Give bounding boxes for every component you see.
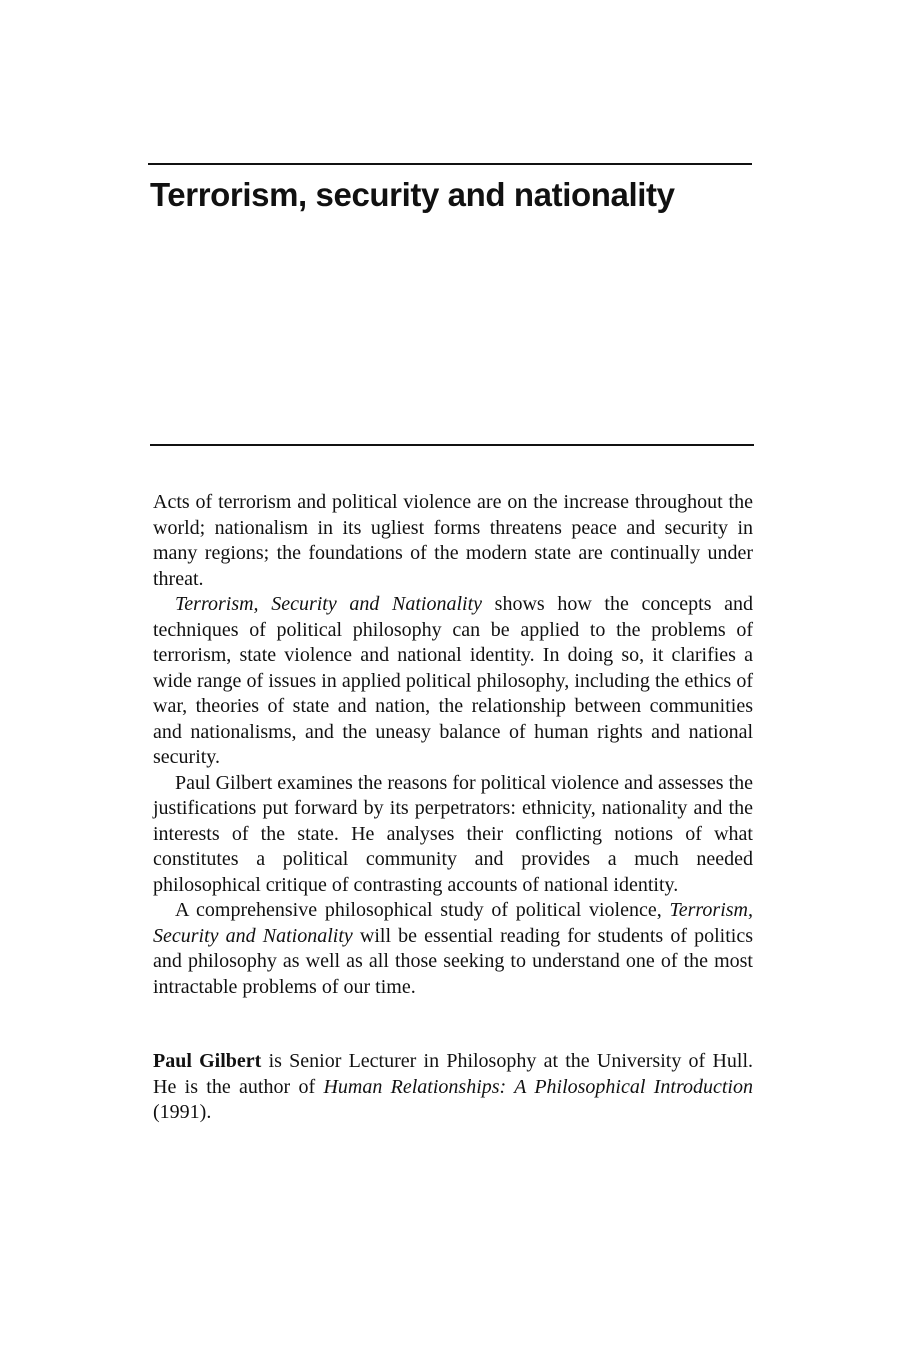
author-bio-text: is Senior Lecturer in Philosophy at the University of Hull. He is the author of — [153, 1050, 754, 1098]
book-title: Terrorism, Security and Nationality — [175, 593, 483, 615]
previous-book-year: (1991). — [153, 1101, 212, 1123]
blurb-paragraph-3: Paul Gilbert examines the reasons for political violence and assesses the justifications put forward by its perpetrators: ethnicity, nationality and the interests of the state. He analyses their conflicting notions of what constitutes a political community and provides a much needed philosophical critique of contrasting accounts of national identity. — [153, 771, 753, 896]
author-name: Paul Gilbert — [153, 1050, 262, 1072]
blurb — [153, 490, 753, 1000]
blurb-paragraph-4-text: will be essential reading for students of politics and philosophy as well as all those seeking to understand one of the most intractable problems of our time. — [153, 924, 753, 998]
bottom-rule — [150, 444, 754, 446]
blurb-paragraph-1: Acts of terrorism and political violence are on the increase throughout the world; nationalism in its ugliest forms threatens peace and security in many regions; the foundations of the modern state are continually under threat. — [153, 491, 753, 590]
blurb-paragraph-2 — [153, 592, 753, 771]
page-title: Terrorism, security and nationality — [150, 176, 675, 213]
author-bio — [153, 1049, 753, 1126]
blurb-paragraph-4-lead: A comprehensive philosophical study of political violence, — [175, 899, 670, 921]
blurb-paragraph-2-text: shows how the concepts and techniques of political philosophy can be applied to the problems of terrorism, state violence and national identity. In doing so, it clarifies a wide range of issues in applied political philosophy, including the ethics of war, theories of state and nation, the relationship between communities and nationalisms, and the uneasy balance of human rights and national security. — [153, 593, 753, 768]
book-title: Terrorism, Security and Nationality — [153, 899, 753, 947]
previous-book-title: Human Relationships: A Philosophical Introduction — [323, 1075, 753, 1098]
blurb-paragraph-4 — [153, 898, 753, 1000]
top-rule — [148, 163, 752, 165]
